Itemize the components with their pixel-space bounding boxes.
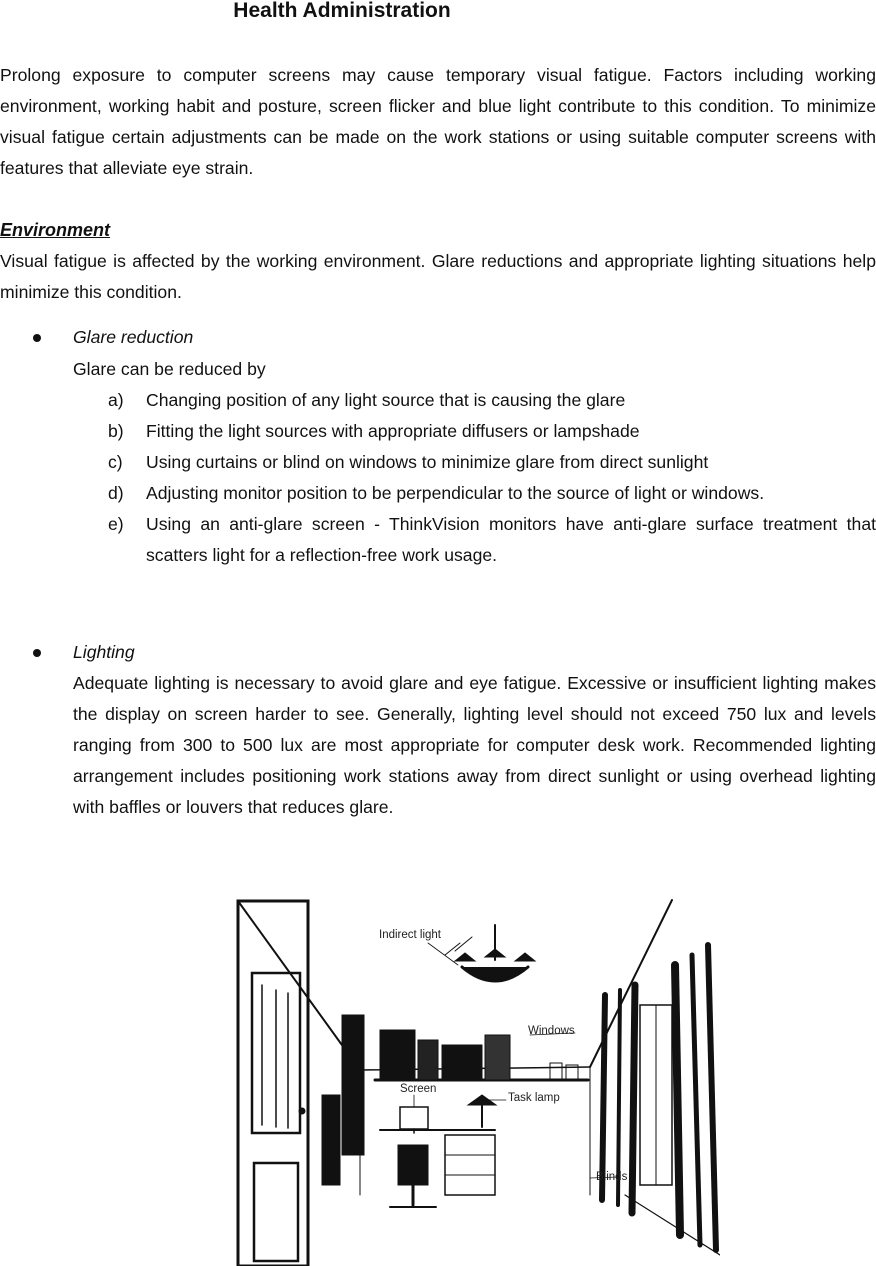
- list-marker: a): [108, 390, 124, 410]
- list-item: [108, 416, 876, 447]
- glare-reduction-list: [108, 385, 876, 571]
- list-item-text: Fitting the light sources with appropriate diffusers or lampshade: [146, 421, 640, 441]
- bullet-icon: [33, 649, 41, 657]
- bullet-icon: [33, 334, 41, 342]
- lighting-paragraph: Adequate lighting is necessary to avoid glare and eye fatigue. Excessive or insufficient lighting makes the display on screen harder to see. Generally, lighting level should not exceed 750 lux and levels ranging from 300 to 500 lux are most appropriate for computer desk work. Recommended lighting arrangement includes positioning work stations away from direct sunlight or using overhead lighting with baffles or louvers that reduces glare.: [73, 673, 876, 817]
- list-marker: d): [108, 483, 124, 503]
- list-item: [108, 478, 876, 509]
- list-item-text: Changing position of any light source that is causing the glare: [146, 390, 626, 410]
- page-title: Health Administration: [233, 0, 451, 22]
- list-item: [108, 447, 876, 478]
- environment-paragraph: Visual fatigue is affected by the working environment. Glare reductions and appropriate lighting situations help minimize this condition.: [0, 251, 876, 302]
- list-marker: c): [108, 452, 123, 472]
- list-item: [108, 385, 876, 416]
- list-marker: e): [108, 514, 124, 534]
- list-item: [108, 509, 876, 571]
- list-item-text: Using an anti-glare screen - ThinkVision monitors have anti-glare surface treatment that scatters light for a reflection-free work usage.: [146, 514, 876, 565]
- windows-label: Windows: [528, 1025, 575, 1037]
- intro-paragraph: Prolong exposure to computer screens may cause temporary visual fatigue. Factors including working environment, working habit and posture, screen flicker and blue light contribute to this condition. To minimize visual fatigue certain adjustments can be made on the work stations or using suitable computer screens with features that alleviate eye strain.: [0, 65, 876, 178]
- blinds-label: Blinds: [596, 1171, 628, 1183]
- room-illustration: [230, 895, 720, 1266]
- room-drawing: [230, 895, 720, 1266]
- screen-label: Screen: [400, 1083, 437, 1095]
- environment-heading: Environment: [0, 220, 111, 240]
- list-marker: b): [108, 421, 124, 441]
- list-item-text: Adjusting monitor position to be perpendicular to the source of light or windows.: [146, 483, 765, 503]
- task-lamp-label: Task lamp: [508, 1092, 560, 1104]
- lighting-title: Lighting: [73, 642, 135, 662]
- glare-reduction-intro: Glare can be reduced by: [73, 359, 266, 379]
- list-item-text: Using curtains or blind on windows to minimize glare from direct sunlight: [146, 452, 709, 472]
- indirect-light-label: Indirect light: [379, 929, 442, 941]
- glare-reduction-title: Glare reduction: [73, 327, 194, 347]
